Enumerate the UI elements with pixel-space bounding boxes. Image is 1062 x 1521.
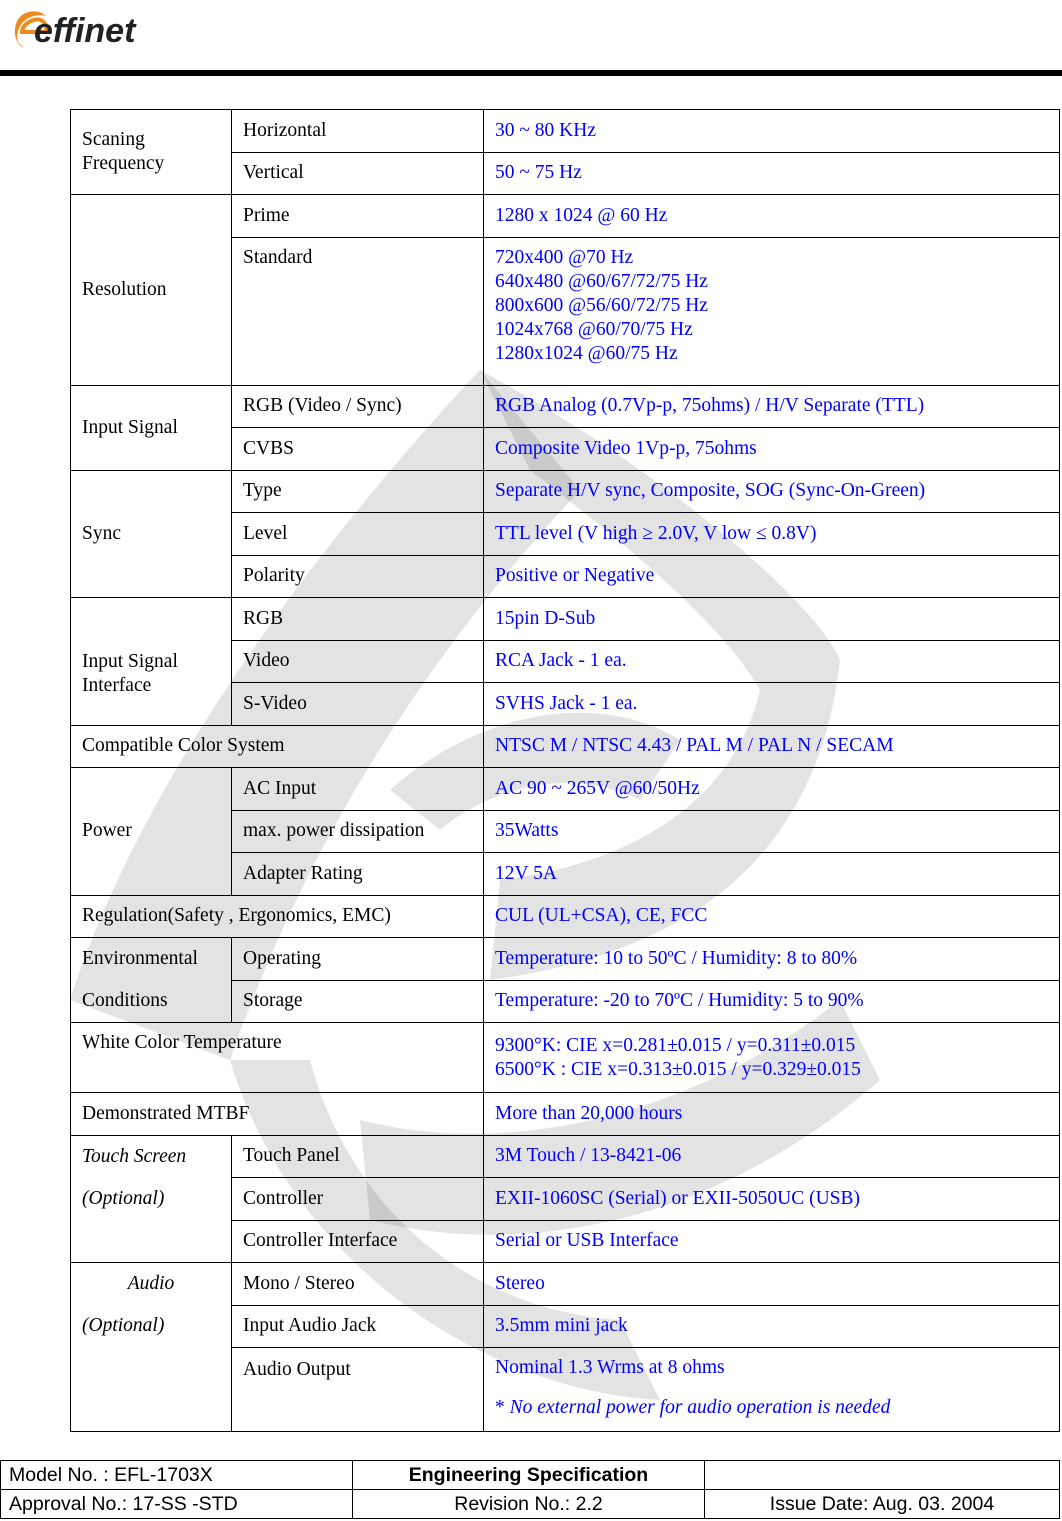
footer-empty-cell (705, 1461, 1060, 1490)
spec-value: Stereo (484, 1263, 1060, 1306)
audio-note (495, 1388, 1048, 1428)
spec-value: 3M Touch / 13-8421-06 (484, 1135, 1060, 1178)
spec-label: Compatible Color System (71, 725, 484, 768)
group-label-environment (71, 938, 232, 1023)
spec-label: Polarity (232, 555, 484, 598)
spec-value-line: 1280x1024 @60/75 Hz (495, 342, 678, 364)
table-row (71, 1023, 1060, 1093)
spec-label: Touch Panel (232, 1135, 484, 1178)
spec-value: More than 20,000 hours (484, 1093, 1060, 1136)
table-row (71, 1135, 1060, 1178)
group-label-scan: Scaning Frequency (71, 110, 232, 195)
spec-label: Type (232, 470, 484, 513)
spec-value-line: 640x480 @60/67/72/75 Hz (495, 270, 708, 292)
spec-label: Mono / Stereo (232, 1263, 484, 1306)
spec-label: Audio Output (232, 1348, 484, 1432)
model-number: Model No. : EFL-1703X (1, 1461, 353, 1490)
spec-label: Horizontal (232, 110, 484, 153)
spec-label: Controller Interface (232, 1220, 484, 1263)
spec-label: Video (232, 640, 484, 683)
spec-value: Composite Video 1Vp-p, 75ohms (484, 428, 1060, 471)
spec-value-line: 1024x768 @60/70/75 Hz (495, 318, 693, 340)
table-row (71, 768, 1060, 811)
table-row (71, 110, 1060, 153)
table-row (71, 385, 1060, 428)
group-label-line: Audio (127, 1273, 175, 1294)
note-text: No external power for audio operation is needed (504, 1397, 891, 1418)
header-rule (0, 70, 1062, 76)
spec-value: Positive or Negative (484, 555, 1060, 598)
note-mark: * (495, 1397, 505, 1418)
group-label-line: (Optional) (82, 1315, 165, 1336)
spec-value: 15pin D-Sub (484, 598, 1060, 641)
spec-label: Vertical (232, 152, 484, 195)
issue-date: Issue Date: Aug. 03. 2004 (705, 1490, 1060, 1519)
table-row (71, 938, 1060, 981)
group-label-audio (71, 1263, 232, 1432)
spec-value-list (484, 1023, 1060, 1093)
document-type: Engineering Specification (353, 1461, 705, 1490)
spec-value: Separate H/V sync, Composite, SOG (Sync-On-Green) (484, 470, 1060, 513)
spec-label: Level (232, 513, 484, 556)
spec-label: Adapter Rating (232, 853, 484, 896)
spec-value: RCA Jack - 1 ea. (484, 640, 1060, 683)
spec-label: Standard (232, 237, 484, 385)
revision-number: Revision No.: 2.2 (353, 1490, 705, 1519)
spec-value-list (484, 237, 1060, 385)
spec-label: max. power dissipation (232, 810, 484, 853)
effinet-logo (12, 2, 182, 54)
svg-text:effinet: effinet (34, 12, 136, 50)
spec-value-line: 800x600 @56/60/72/75 Hz (495, 294, 708, 316)
group-label-line: (Optional) (82, 1187, 165, 1209)
spec-label: White Color Temperature (71, 1023, 484, 1093)
group-label-resolution: Resolution (71, 195, 232, 386)
spec-label: Prime (232, 195, 484, 238)
spec-label: RGB (Video / Sync) (232, 385, 484, 428)
group-label-touch (71, 1135, 232, 1263)
spec-value: NTSC M / NTSC 4.43 / PAL M / PAL N / SECAM (484, 725, 1060, 768)
spec-value: Temperature: -20 to 70ºC / Humidity: 5 to 90% (484, 980, 1060, 1023)
spec-value: TTL level (V high ≥ 2.0V, V low ≤ 0.8V) (484, 513, 1060, 556)
spec-value: 3.5mm mini jack (484, 1305, 1060, 1348)
spec-value: CUL (UL+CSA), CE, FCC (484, 895, 1060, 938)
table-row (1, 1461, 1060, 1490)
spec-label: S-Video (232, 683, 484, 726)
spec-table (70, 109, 1060, 1432)
table-row (71, 1093, 1060, 1136)
approval-number: Approval No.: 17-SS -STD (1, 1490, 353, 1519)
spec-value: RGB Analog (0.7Vp-p, 75ohms) / H/V Separate (TTL) (484, 385, 1060, 428)
spec-value-list (484, 1348, 1060, 1432)
spec-value: AC 90 ~ 265V @60/50Hz (484, 768, 1060, 811)
spec-value: Temperature: 10 to 50ºC / Humidity: 8 to 80% (484, 938, 1060, 981)
group-label-power: Power (71, 768, 232, 896)
table-row (71, 1263, 1060, 1306)
spec-label: RGB (232, 598, 484, 641)
group-label-input-signal: Input Signal (71, 385, 232, 470)
spec-value: 35Watts (484, 810, 1060, 853)
spec-value: SVHS Jack - 1 ea. (484, 683, 1060, 726)
table-row (71, 470, 1060, 513)
spec-label: AC Input (232, 768, 484, 811)
table-row (1, 1490, 1060, 1519)
spec-value: 1280 x 1024 @ 60 Hz (484, 195, 1060, 238)
spec-value: 50 ~ 75 Hz (484, 152, 1060, 195)
spec-value-line: 6500°K : CIE x=0.313±0.015 / y=0.329±0.015 (495, 1058, 861, 1080)
table-row (71, 895, 1060, 938)
spec-value: EXII-1060SC (Serial) or EXII-5050UC (USB) (484, 1178, 1060, 1221)
table-row (71, 598, 1060, 641)
spec-value-line: 9300°K: CIE x=0.281±0.015 / y=0.311±0.015 (495, 1034, 856, 1056)
group-label-interface (71, 598, 232, 726)
spec-value: 30 ~ 80 KHz (484, 110, 1060, 153)
group-label-line: Environmental (82, 948, 198, 969)
table-row (71, 725, 1060, 768)
group-label-line: Touch Screen (82, 1145, 187, 1167)
spec-value: Serial or USB Interface (484, 1220, 1060, 1263)
group-label-sync: Sync (71, 470, 232, 598)
spec-label: Controller (232, 1178, 484, 1221)
spec-value-line: 720x400 @70 Hz (495, 246, 634, 268)
spec-label: Storage (232, 980, 484, 1023)
group-label-line: Conditions (82, 990, 168, 1011)
spec-label: Operating (232, 938, 484, 981)
spec-label: Input Audio Jack (232, 1305, 484, 1348)
spec-value: 12V 5A (484, 853, 1060, 896)
spec-value-line: Nominal 1.3 Wrms at 8 ohms (495, 1357, 725, 1378)
group-label-line: Input Signal (82, 651, 178, 673)
footer-table (0, 1460, 1060, 1519)
spec-label: Demonstrated MTBF (71, 1093, 484, 1136)
group-label-line: Interface (82, 675, 152, 697)
spec-label: Regulation(Safety , Ergonomics, EMC) (71, 895, 484, 938)
table-row (71, 195, 1060, 238)
spec-label: CVBS (232, 428, 484, 471)
